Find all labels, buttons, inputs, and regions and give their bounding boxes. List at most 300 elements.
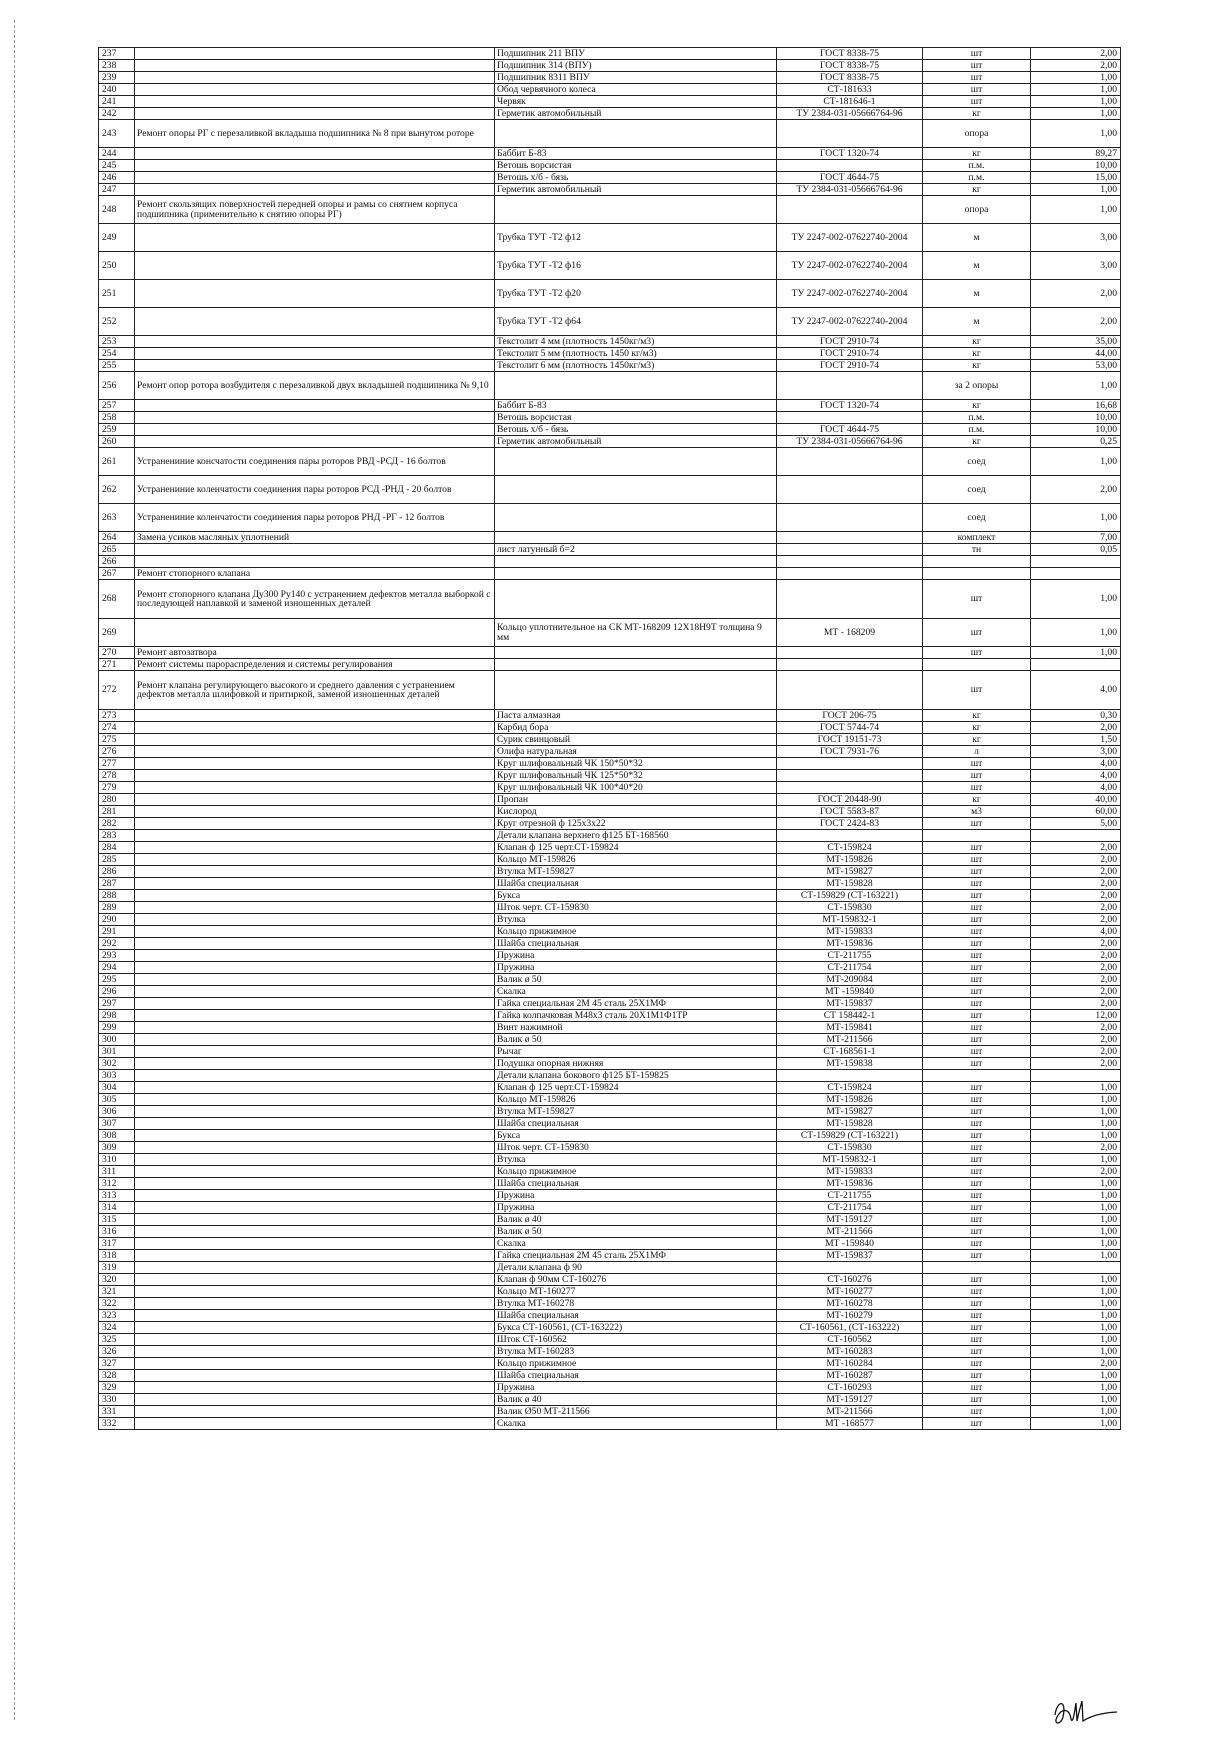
row-number: 294 bbox=[99, 962, 135, 974]
materials-table bbox=[98, 47, 1121, 1430]
row-number: 262 bbox=[99, 476, 135, 504]
work-description bbox=[135, 974, 495, 986]
material-name: Круг шлифовальный ЧК 150*50*32 bbox=[495, 758, 777, 770]
quantity: 2,00 bbox=[1031, 308, 1121, 336]
quantity: 2,00 bbox=[1031, 722, 1121, 734]
material-name: Шайба специальная bbox=[495, 938, 777, 950]
row-number: 264 bbox=[99, 532, 135, 544]
work-description bbox=[135, 96, 495, 108]
work-description bbox=[135, 148, 495, 160]
work-description bbox=[135, 360, 495, 372]
standard-document: СТ-159830 bbox=[777, 1142, 923, 1154]
material-name bbox=[495, 504, 777, 532]
material-name: Букса СТ-160561, (СТ-163222) bbox=[495, 1322, 777, 1334]
quantity: 0,30 bbox=[1031, 710, 1121, 722]
row-number: 269 bbox=[99, 619, 135, 647]
unit-of-measure bbox=[923, 830, 1031, 842]
standard-document: ГОСТ 19151-73 bbox=[777, 734, 923, 746]
quantity bbox=[1031, 1070, 1121, 1082]
unit-of-measure: шт bbox=[923, 1382, 1031, 1394]
table-row bbox=[99, 647, 1121, 659]
quantity: 4,00 bbox=[1031, 758, 1121, 770]
row-number: 243 bbox=[99, 120, 135, 148]
standard-document bbox=[777, 1070, 923, 1082]
standard-document: ГОСТ 8338-75 bbox=[777, 72, 923, 84]
work-description bbox=[135, 878, 495, 890]
quantity: 12,00 bbox=[1031, 1010, 1121, 1022]
unit-of-measure: шт bbox=[923, 962, 1031, 974]
work-description bbox=[135, 866, 495, 878]
quantity: 10,00 bbox=[1031, 424, 1121, 436]
unit-of-measure: шт bbox=[923, 890, 1031, 902]
material-name: Ветошь х/б - бязь bbox=[495, 424, 777, 436]
row-number: 282 bbox=[99, 818, 135, 830]
table-row bbox=[99, 1070, 1121, 1082]
work-description bbox=[135, 1226, 495, 1238]
table-row bbox=[99, 360, 1121, 372]
standard-document: ГОСТ 5744-74 bbox=[777, 722, 923, 734]
material-name: Трубка ТУТ -Т2 ф12 bbox=[495, 224, 777, 252]
material-name: Втулка МТ-159827 bbox=[495, 866, 777, 878]
quantity: 1,00 bbox=[1031, 72, 1121, 84]
work-description: Устранениние коленчатости соединения пары роторов РНД -РГ - 12 болтов bbox=[135, 504, 495, 532]
unit-of-measure: шт bbox=[923, 1394, 1031, 1406]
row-number: 298 bbox=[99, 1010, 135, 1022]
row-number: 280 bbox=[99, 794, 135, 806]
work-description: Ремонт системы парораспределения и системы регулирования bbox=[135, 659, 495, 671]
unit-of-measure: шт bbox=[923, 84, 1031, 96]
work-description bbox=[135, 1286, 495, 1298]
standard-document: МТ-159836 bbox=[777, 938, 923, 950]
material-name bbox=[495, 659, 777, 671]
row-number: 252 bbox=[99, 308, 135, 336]
row-number: 272 bbox=[99, 671, 135, 710]
quantity: 89,27 bbox=[1031, 148, 1121, 160]
standard-document bbox=[777, 830, 923, 842]
unit-of-measure: шт bbox=[923, 866, 1031, 878]
row-number: 306 bbox=[99, 1106, 135, 1118]
standard-document: МТ-159832-1 bbox=[777, 1154, 923, 1166]
row-number: 238 bbox=[99, 60, 135, 72]
standard-document: ГОСТ 2910-74 bbox=[777, 360, 923, 372]
unit-of-measure: шт bbox=[923, 878, 1031, 890]
quantity: 1,00 bbox=[1031, 1286, 1121, 1298]
work-description: Устранениние коленчатости соединения пары роторов РСД -РНД - 20 болтов bbox=[135, 476, 495, 504]
row-number: 281 bbox=[99, 806, 135, 818]
table-row bbox=[99, 1106, 1121, 1118]
unit-of-measure: шт bbox=[923, 1178, 1031, 1190]
quantity: 16,68 bbox=[1031, 400, 1121, 412]
material-name: Втулка bbox=[495, 1154, 777, 1166]
quantity: 2,00 bbox=[1031, 1166, 1121, 1178]
quantity: 1,00 bbox=[1031, 1238, 1121, 1250]
table-row bbox=[99, 1394, 1121, 1406]
work-description bbox=[135, 1310, 495, 1322]
unit-of-measure: кг bbox=[923, 348, 1031, 360]
standard-document: ТУ 2384-031-05666764-96 bbox=[777, 108, 923, 120]
work-description bbox=[135, 794, 495, 806]
quantity: 4,00 bbox=[1031, 782, 1121, 794]
work-description: Ремонт стопорного клапана bbox=[135, 568, 495, 580]
row-number: 290 bbox=[99, 914, 135, 926]
unit-of-measure: шт bbox=[923, 986, 1031, 998]
standard-document: МТ -159840 bbox=[777, 1238, 923, 1250]
row-number: 253 bbox=[99, 336, 135, 348]
work-description bbox=[135, 1094, 495, 1106]
material-name: Валик ø 50 bbox=[495, 974, 777, 986]
unit-of-measure: шт bbox=[923, 72, 1031, 84]
row-number: 288 bbox=[99, 890, 135, 902]
work-description bbox=[135, 1274, 495, 1286]
row-number: 263 bbox=[99, 504, 135, 532]
unit-of-measure: кг bbox=[923, 794, 1031, 806]
table-row bbox=[99, 1298, 1121, 1310]
unit-of-measure: шт bbox=[923, 1250, 1031, 1262]
unit-of-measure: шт bbox=[923, 1190, 1031, 1202]
material-name: Букса bbox=[495, 890, 777, 902]
table-row bbox=[99, 1118, 1121, 1130]
unit-of-measure: кг bbox=[923, 734, 1031, 746]
table-row bbox=[99, 890, 1121, 902]
table-row bbox=[99, 424, 1121, 436]
unit-of-measure: шт bbox=[923, 1406, 1031, 1418]
work-description bbox=[135, 998, 495, 1010]
binding-line bbox=[14, 20, 15, 1720]
unit-of-measure: шт bbox=[923, 1130, 1031, 1142]
table-row bbox=[99, 224, 1121, 252]
material-name: Детали клапана верхнего ф125 БТ-168560 bbox=[495, 830, 777, 842]
quantity: 10,00 bbox=[1031, 160, 1121, 172]
standard-document bbox=[777, 782, 923, 794]
row-number: 276 bbox=[99, 746, 135, 758]
row-number: 318 bbox=[99, 1250, 135, 1262]
quantity: 3,00 bbox=[1031, 252, 1121, 280]
work-description bbox=[135, 1238, 495, 1250]
standard-document bbox=[777, 647, 923, 659]
row-number: 303 bbox=[99, 1070, 135, 1082]
material-name: Червяк bbox=[495, 96, 777, 108]
work-description bbox=[135, 1406, 495, 1418]
quantity: 10,00 bbox=[1031, 412, 1121, 424]
standard-document bbox=[777, 160, 923, 172]
work-description bbox=[135, 108, 495, 120]
table-row bbox=[99, 722, 1121, 734]
quantity: 53,00 bbox=[1031, 360, 1121, 372]
quantity: 1,00 bbox=[1031, 1322, 1121, 1334]
material-name bbox=[495, 372, 777, 400]
standard-document: ТУ 2247-002-07622740-2004 bbox=[777, 280, 923, 308]
work-description bbox=[135, 1142, 495, 1154]
table-row bbox=[99, 400, 1121, 412]
table-row bbox=[99, 818, 1121, 830]
table-row bbox=[99, 878, 1121, 890]
work-description bbox=[135, 962, 495, 974]
row-number: 256 bbox=[99, 372, 135, 400]
row-number: 265 bbox=[99, 544, 135, 556]
standard-document: ГОСТ 206-75 bbox=[777, 710, 923, 722]
quantity: 2,00 bbox=[1031, 476, 1121, 504]
material-name: Валик ø 50 bbox=[495, 1226, 777, 1238]
row-number: 268 bbox=[99, 580, 135, 619]
standard-document: МТ-159127 bbox=[777, 1394, 923, 1406]
material-name: Шайба специальная bbox=[495, 1178, 777, 1190]
row-number: 330 bbox=[99, 1394, 135, 1406]
quantity: 3,00 bbox=[1031, 224, 1121, 252]
material-name: Клапан ф 90мм СТ-160276 bbox=[495, 1274, 777, 1286]
material-name: Пружина bbox=[495, 1190, 777, 1202]
row-number: 326 bbox=[99, 1346, 135, 1358]
quantity: 0,25 bbox=[1031, 436, 1121, 448]
work-description bbox=[135, 938, 495, 950]
standard-document bbox=[777, 659, 923, 671]
material-name: лист латунный б=2 bbox=[495, 544, 777, 556]
unit-of-measure: опора bbox=[923, 196, 1031, 224]
quantity: 2,00 bbox=[1031, 998, 1121, 1010]
table-row bbox=[99, 1286, 1121, 1298]
standard-document: МТ-160279 bbox=[777, 1310, 923, 1322]
standard-document bbox=[777, 372, 923, 400]
quantity: 7,00 bbox=[1031, 532, 1121, 544]
material-name: Герметик автомобильный bbox=[495, 108, 777, 120]
material-name: Шайба специальная bbox=[495, 878, 777, 890]
material-name: Втулка МТ-160283 bbox=[495, 1346, 777, 1358]
row-number: 327 bbox=[99, 1358, 135, 1370]
standard-document: СТ-181633 bbox=[777, 84, 923, 96]
standard-document: ГОСТ 2424-83 bbox=[777, 818, 923, 830]
quantity: 1,00 bbox=[1031, 1106, 1121, 1118]
quantity: 44,00 bbox=[1031, 348, 1121, 360]
material-name: Скалка bbox=[495, 1418, 777, 1430]
unit-of-measure: шт bbox=[923, 1142, 1031, 1154]
work-description bbox=[135, 722, 495, 734]
material-name: Пропан bbox=[495, 794, 777, 806]
table-row bbox=[99, 372, 1121, 400]
standard-document: ГОСТ 20448-90 bbox=[777, 794, 923, 806]
row-number: 307 bbox=[99, 1118, 135, 1130]
material-name: Шток СТ-160562 bbox=[495, 1334, 777, 1346]
work-description bbox=[135, 172, 495, 184]
row-number: 283 bbox=[99, 830, 135, 842]
row-number: 322 bbox=[99, 1298, 135, 1310]
quantity: 1,00 bbox=[1031, 1334, 1121, 1346]
row-number: 249 bbox=[99, 224, 135, 252]
quantity: 4,00 bbox=[1031, 770, 1121, 782]
standard-document bbox=[777, 196, 923, 224]
standard-document: МТ-160287 bbox=[777, 1370, 923, 1382]
table-row bbox=[99, 252, 1121, 280]
material-name bbox=[495, 448, 777, 476]
row-number: 254 bbox=[99, 348, 135, 360]
unit-of-measure bbox=[923, 1262, 1031, 1274]
table-row bbox=[99, 1046, 1121, 1058]
work-description bbox=[135, 890, 495, 902]
unit-of-measure: шт bbox=[923, 782, 1031, 794]
standard-document: МТ - 168209 bbox=[777, 619, 923, 647]
material-name: Шайба специальная bbox=[495, 1310, 777, 1322]
work-description bbox=[135, 1070, 495, 1082]
standard-document: ТУ 2247-002-07622740-2004 bbox=[777, 252, 923, 280]
material-name bbox=[495, 556, 777, 568]
unit-of-measure: комплект bbox=[923, 532, 1031, 544]
material-name: Кольцо МТ-159826 bbox=[495, 854, 777, 866]
work-description bbox=[135, 902, 495, 914]
work-description bbox=[135, 184, 495, 196]
work-description bbox=[135, 280, 495, 308]
row-number: 275 bbox=[99, 734, 135, 746]
unit-of-measure: кг bbox=[923, 148, 1031, 160]
row-number: 305 bbox=[99, 1094, 135, 1106]
table-row bbox=[99, 60, 1121, 72]
material-name: Гайка специальная 2М 45 сталь 25Х1МФ bbox=[495, 998, 777, 1010]
unit-of-measure: кг bbox=[923, 400, 1031, 412]
quantity bbox=[1031, 568, 1121, 580]
table-row bbox=[99, 1166, 1121, 1178]
unit-of-measure: шт bbox=[923, 1034, 1031, 1046]
material-name: Валик ø 50 bbox=[495, 1034, 777, 1046]
material-name: Гайка специальная 2М 45 сталь 25Х1МФ bbox=[495, 1250, 777, 1262]
unit-of-measure: шт bbox=[923, 1094, 1031, 1106]
material-name: Текстолит 5 мм (плотность 1450 кг/м3) bbox=[495, 348, 777, 360]
material-name: Клапан ф 125 черт.СТ-159824 bbox=[495, 1082, 777, 1094]
quantity: 2,00 bbox=[1031, 60, 1121, 72]
work-description: Ремонт скользящих поверхностей передней опоры и рамы со снятием корпуса подшипника (применительно к снятию опоры РГ) bbox=[135, 196, 495, 224]
material-name: Кольцо МТ-160277 bbox=[495, 1286, 777, 1298]
row-number: 251 bbox=[99, 280, 135, 308]
work-description bbox=[135, 1358, 495, 1370]
material-name: Пружина bbox=[495, 1202, 777, 1214]
material-name bbox=[495, 120, 777, 148]
unit-of-measure: м bbox=[923, 224, 1031, 252]
unit-of-measure bbox=[923, 659, 1031, 671]
row-number: 319 bbox=[99, 1262, 135, 1274]
material-name: Скалка bbox=[495, 1238, 777, 1250]
quantity bbox=[1031, 659, 1121, 671]
standard-document: ТУ 2384-031-05666764-96 bbox=[777, 184, 923, 196]
unit-of-measure: шт bbox=[923, 1214, 1031, 1226]
standard-document bbox=[777, 544, 923, 556]
unit-of-measure: шт bbox=[923, 914, 1031, 926]
row-number: 278 bbox=[99, 770, 135, 782]
standard-document: МТ-209084 bbox=[777, 974, 923, 986]
work-description bbox=[135, 1346, 495, 1358]
quantity: 1,00 bbox=[1031, 1406, 1121, 1418]
table-row bbox=[99, 448, 1121, 476]
table-row bbox=[99, 532, 1121, 544]
unit-of-measure: соед bbox=[923, 476, 1031, 504]
quantity: 1,00 bbox=[1031, 372, 1121, 400]
quantity: 2,00 bbox=[1031, 1058, 1121, 1070]
quantity: 1,00 bbox=[1031, 184, 1121, 196]
quantity: 1,00 bbox=[1031, 108, 1121, 120]
row-number: 312 bbox=[99, 1178, 135, 1190]
material-name: Олифа натуральная bbox=[495, 746, 777, 758]
material-name: Баббит Б-83 bbox=[495, 148, 777, 160]
work-description bbox=[135, 854, 495, 866]
standard-document: СТ-159824 bbox=[777, 842, 923, 854]
work-description bbox=[135, 710, 495, 722]
row-number: 301 bbox=[99, 1046, 135, 1058]
unit-of-measure: шт bbox=[923, 1166, 1031, 1178]
quantity: 1,00 bbox=[1031, 96, 1121, 108]
quantity: 1,00 bbox=[1031, 1190, 1121, 1202]
unit-of-measure: шт bbox=[923, 938, 1031, 950]
unit-of-measure: шт bbox=[923, 1058, 1031, 1070]
unit-of-measure: шт bbox=[923, 926, 1031, 938]
table-row bbox=[99, 504, 1121, 532]
table-row bbox=[99, 1130, 1121, 1142]
unit-of-measure: шт bbox=[923, 1106, 1031, 1118]
standard-document: ГОСТ 4644-75 bbox=[777, 424, 923, 436]
work-description bbox=[135, 48, 495, 60]
work-description bbox=[135, 1154, 495, 1166]
row-number: 261 bbox=[99, 448, 135, 476]
standard-document: СТ-211755 bbox=[777, 1190, 923, 1202]
material-name: Пружина bbox=[495, 950, 777, 962]
work-description: Ремонт опоры РГ с перезаливкой вкладыша подшипника № 8 при вынутом роторе bbox=[135, 120, 495, 148]
quantity: 1,00 bbox=[1031, 1346, 1121, 1358]
material-name: Гайка колпачковая М48х3 сталь 20Х1М1Ф1ТР bbox=[495, 1010, 777, 1022]
standard-document: СТ-211754 bbox=[777, 1202, 923, 1214]
standard-document: СТ-160276 bbox=[777, 1274, 923, 1286]
standard-document: СТ-159829 (СТ-163221) bbox=[777, 890, 923, 902]
work-description bbox=[135, 348, 495, 360]
unit-of-measure: шт bbox=[923, 1274, 1031, 1286]
standard-document: МТ-159828 bbox=[777, 1118, 923, 1130]
work-description bbox=[135, 1202, 495, 1214]
table-row bbox=[99, 184, 1121, 196]
standard-document: МТ-159833 bbox=[777, 1166, 923, 1178]
material-name: Кольцо уплотнительное на СК МТ-168209 12Х18Н9Т толщина 9 мм bbox=[495, 619, 777, 647]
unit-of-measure: шт bbox=[923, 1238, 1031, 1250]
material-name: Обод червячного колеса bbox=[495, 84, 777, 96]
work-description bbox=[135, 1130, 495, 1142]
table-row bbox=[99, 770, 1121, 782]
standard-document: МТ-159833 bbox=[777, 926, 923, 938]
work-description bbox=[135, 1190, 495, 1202]
row-number: 247 bbox=[99, 184, 135, 196]
table-row bbox=[99, 794, 1121, 806]
material-name: Втулка bbox=[495, 914, 777, 926]
table-row bbox=[99, 1418, 1121, 1430]
quantity: 1,00 bbox=[1031, 196, 1121, 224]
material-name bbox=[495, 647, 777, 659]
row-number: 299 bbox=[99, 1022, 135, 1034]
work-description bbox=[135, 544, 495, 556]
unit-of-measure bbox=[923, 1070, 1031, 1082]
row-number: 286 bbox=[99, 866, 135, 878]
material-name: Шайба специальная bbox=[495, 1118, 777, 1130]
standard-document: ТУ 2247-002-07622740-2004 bbox=[777, 308, 923, 336]
table-row bbox=[99, 806, 1121, 818]
material-name bbox=[495, 476, 777, 504]
table-body bbox=[99, 48, 1121, 1430]
unit-of-measure: кг bbox=[923, 710, 1031, 722]
standard-document: СТ-211754 bbox=[777, 962, 923, 974]
row-number: 317 bbox=[99, 1238, 135, 1250]
unit-of-measure: шт bbox=[923, 1118, 1031, 1130]
unit-of-measure: шт bbox=[923, 1046, 1031, 1058]
quantity: 4,00 bbox=[1031, 671, 1121, 710]
unit-of-measure: шт bbox=[923, 619, 1031, 647]
standard-document: МТ-159837 bbox=[777, 1250, 923, 1262]
row-number: 257 bbox=[99, 400, 135, 412]
unit-of-measure: опора bbox=[923, 120, 1031, 148]
unit-of-measure: шт bbox=[923, 950, 1031, 962]
row-number: 248 bbox=[99, 196, 135, 224]
standard-document: ГОСТ 8338-75 bbox=[777, 48, 923, 60]
table-row bbox=[99, 1274, 1121, 1286]
row-number: 300 bbox=[99, 1034, 135, 1046]
